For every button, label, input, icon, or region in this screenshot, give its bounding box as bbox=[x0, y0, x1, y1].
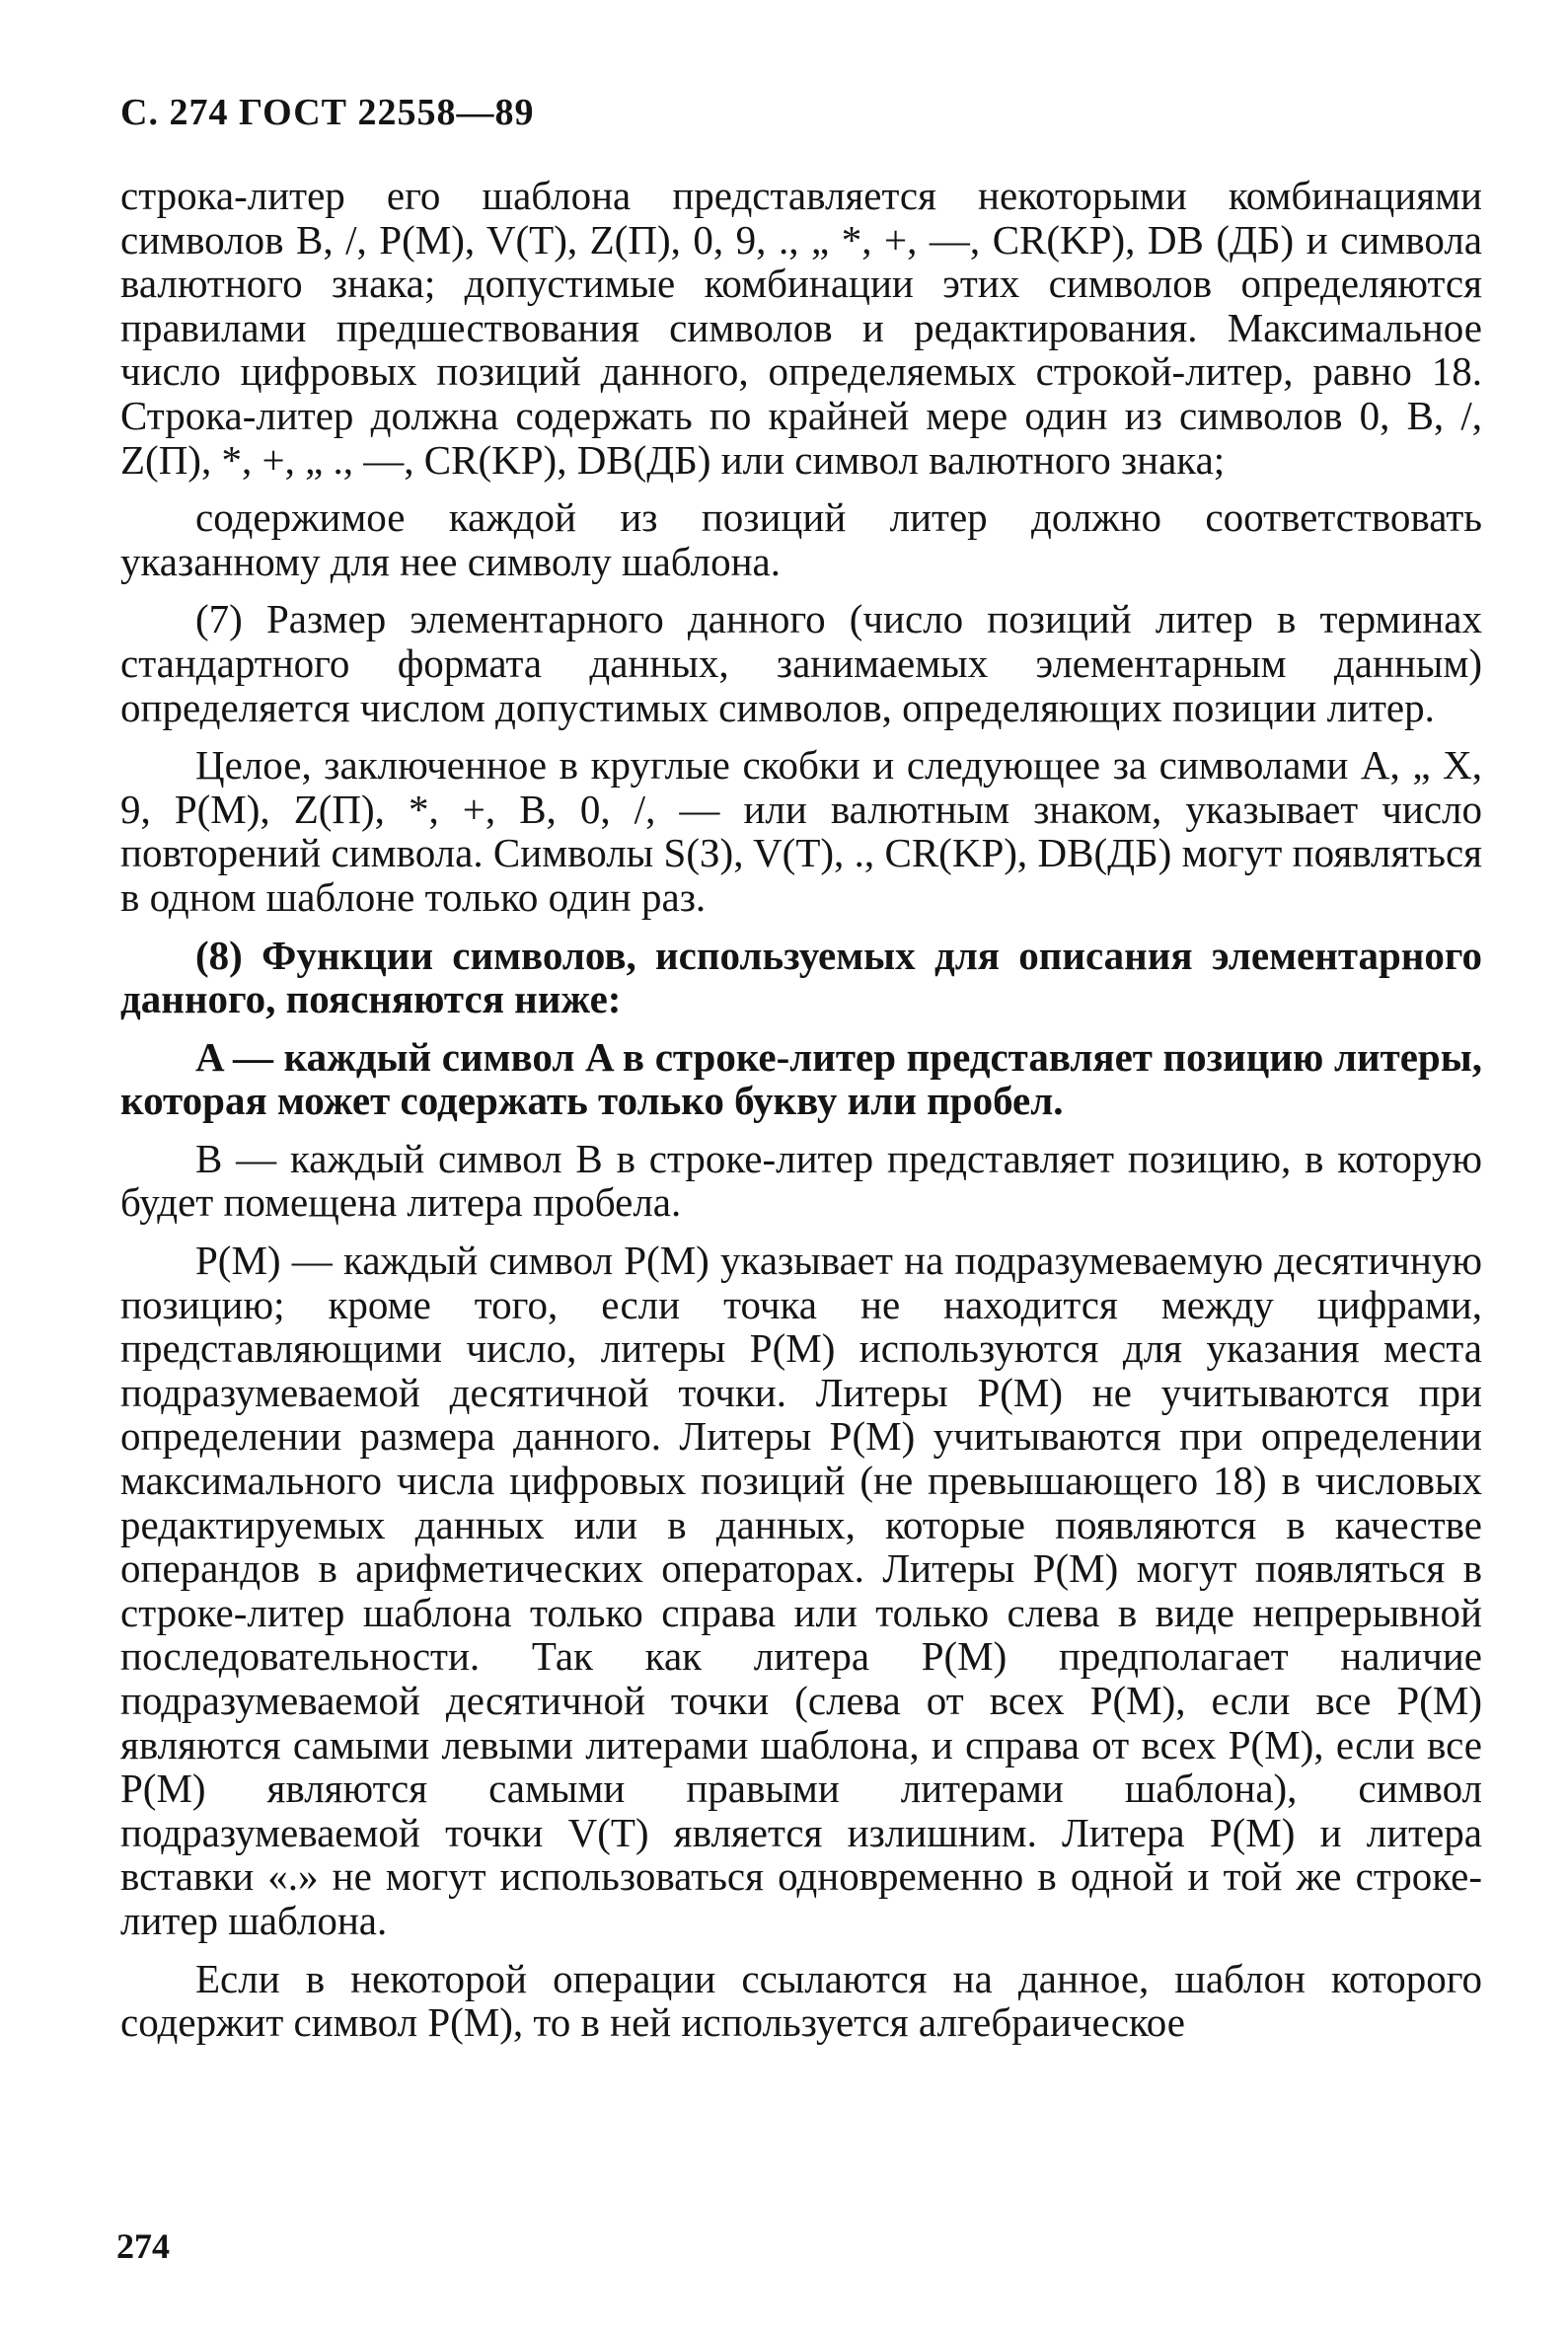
page-header: С. 274 ГОСТ 22558—89 bbox=[120, 92, 535, 133]
paragraph-continuation: строка-литер его шаблона представляется некоторыми комбинациями символов B, /, P(M), V(T), Z(П), 0, 9, ., „ *, +, —, CR(KP), DB (ДБ) и символа валютного знака; допустимые комбинации этих символов определяются правилами предшествования символов и редактирования. Максимальное число цифровых позиций данного, определяемых строкой-литер, равно 18. Строка-литер должна содержать по крайней мере один из символов 0, B, /, Z(П), *, +, „ ., —, CR(KP), DB(ДБ) или символ валютного знака; bbox=[120, 173, 1482, 483]
page-number: 274 bbox=[116, 2226, 170, 2266]
paragraph: Целое, заключенное в круглые скобки и следующее за символами A, „ X, 9, P(M), Z(П), *, +, B, 0, /, — или валютным знаком, указывает число повторений символа. Символы S(З), V(T), ., CR(KP), DB(ДБ) могут появляться в одном шаблоне только один раз. bbox=[120, 742, 1482, 920]
paragraph-8: (8) Функции символов, используемых для описания элементарного данного, поясняются ниже: bbox=[120, 932, 1482, 1022]
paragraph-7: (7) Размер элементарного данного (число позиций литер в терминах стандартного формата данных, занимаемых элементарным данным) определяется числом допустимых символов, определяющих позиции литер. bbox=[120, 596, 1482, 730]
paragraph: содержимое каждой из позиций литер должно соответствовать указанному для нее символу шаблона. bbox=[120, 494, 1482, 584]
definition-b: B — каждый символ B в строке-литер представляет позицию, в которую будет помещена литера пробела. bbox=[120, 1135, 1482, 1226]
body-text bbox=[120, 174, 1482, 2059]
paragraph: Если в некоторой операции ссылаются на данное, шаблон которого содержит символ P(M), то в ней используется алгебраическое bbox=[120, 1955, 1482, 2046]
definition-a: A — каждый символ A в строке-литер представляет позицию литеры, которая может содержать только букву или пробел. bbox=[120, 1033, 1482, 1124]
definition-p: P(M) — каждый символ P(M) указывает на подразумеваемую десятичную позицию; кроме того, если точка не находится между цифрами, представляющими число, литеры P(M) используются для указания места подразумеваемой десятичной точки. Литеры P(M) не учитываются при определении размера данного. Литеры P(M) учитываются при определении максимального числа цифровых позиций (не превышающего 18) в числовых редактируемых данных или в данных, которые появляются в качестве операндов в арифметических операторах. Литеры P(M) могут появляться в строке-литер шаблона только справа или только слева в виде непрерывной последовательности. Так как литера P(M) предполагает наличие подразумеваемой десятичной точки (слева от всех P(M), если все P(M) являются самыми левыми литерами шаблона, и справа от всех P(M), если все P(M) являются самыми правыми литерами шаблона), символ подразумеваемой точки V(T) является излишним. Литера P(M) и литера вставки «.» не могут использоваться одновременно в одной и той же строке-литер шаблона. bbox=[120, 1238, 1482, 1943]
